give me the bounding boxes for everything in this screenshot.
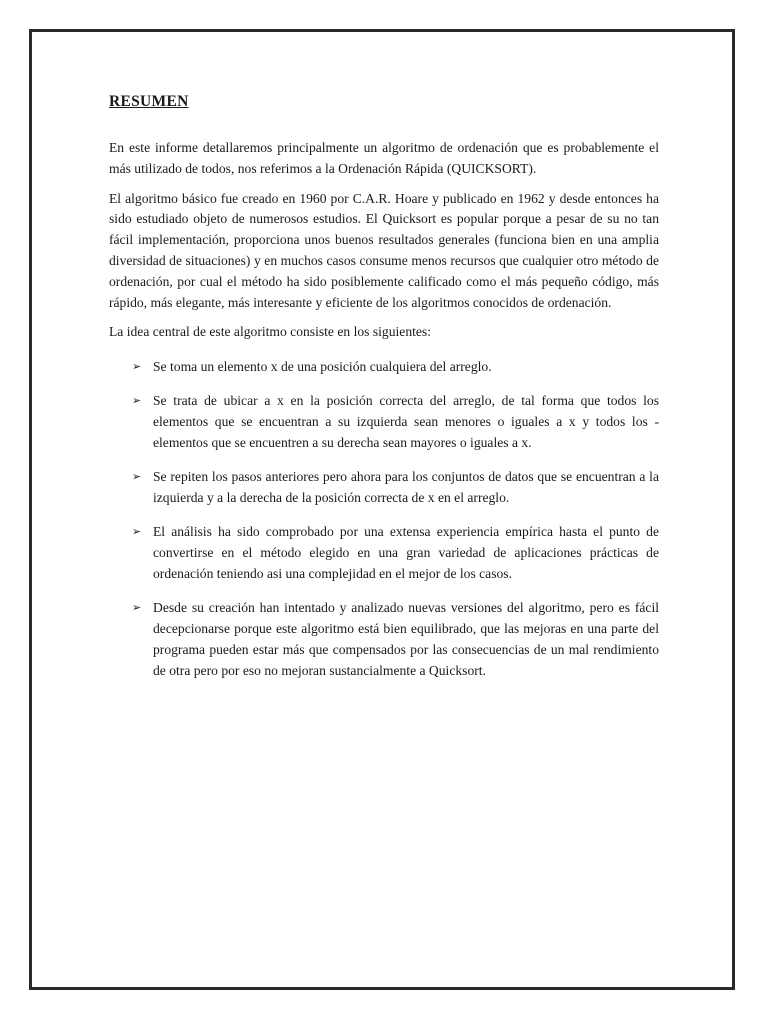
document-title: RESUMEN xyxy=(109,93,189,110)
arrowhead-bullet-icon: ➢ xyxy=(132,394,142,408)
bullet-list xyxy=(109,357,659,681)
list-item xyxy=(109,522,659,584)
list-item-text: Desde su creación han intentado y analizado nuevas versiones del algoritmo, pero es fácil decepcionarse porque este algoritmo está bien equilibrado, que las mejoras en una parte del programa pueden estar más que compensados por las consecuencias de un mal rendimiento de otra pero por eso no mejoran sustancialmente a Quicksort. xyxy=(153,600,659,678)
list-item-text: El análisis ha sido comprobado por una extensa experiencia empírica hasta el punto de convertirse en el método elegido en una gran variedad de aplicaciones prácticas de ordenación teniendo asi una complejidad en el mejor de los casos. xyxy=(153,524,659,582)
list-item xyxy=(109,467,659,509)
list-item xyxy=(109,598,659,681)
arrowhead-bullet-icon: ➢ xyxy=(132,360,142,374)
list-item-text: Se toma un elemento x de una posición cualquiera del arreglo. xyxy=(153,359,492,375)
paragraph-history: El algoritmo básico fue creado en 1960 por C.A.R. Hoare y publicado en 1962 y desde entonces ha sido estudiado objeto de numerosos estudios. El Quicksort es popular porque a pesar de su no tan fácil implementación, proporciona unos buenos resultados generales (funciona bien en una amplia diversidad de situaciones) y en muchos casos consume menos recursos que cualquier otro método de ordenación, por cual el método ha sido posiblemente calificado como el más pequeño código, más rápido, más elegante, más interesante y eficiente de los algoritmos conocidos de ordenación. xyxy=(109,190,659,310)
arrowhead-bullet-icon: ➢ xyxy=(132,525,142,539)
list-item-text: Se repiten los pasos anteriores pero ahora para los conjuntos de datos que se encuentran a la izquierda y a la derecha de la posición correcta de x en el arreglo. xyxy=(153,469,659,506)
list-item xyxy=(109,357,659,378)
list-item-text: Se trata de ubicar a x en la posición correcta del arreglo, de tal forma que todos los elementos que se encuentran a su izquierda sean menores o iguales a x y todos los -elementos que se encuentren a su derecha sean mayores o iguales a x. xyxy=(153,393,659,451)
paragraph-intro: En este informe detallaremos principalmente un algoritmo de ordenación que es probablemente el más utilizado de todos, nos referimos a la Ordenación Rápida (QUICKSORT). xyxy=(109,140,659,176)
document-body xyxy=(109,92,659,695)
list-intro: La idea central de este algoritmo consiste en los siguientes: xyxy=(109,324,431,340)
arrowhead-bullet-icon: ➢ xyxy=(132,601,142,615)
list-item xyxy=(109,391,659,453)
arrowhead-bullet-icon: ➢ xyxy=(132,470,142,484)
